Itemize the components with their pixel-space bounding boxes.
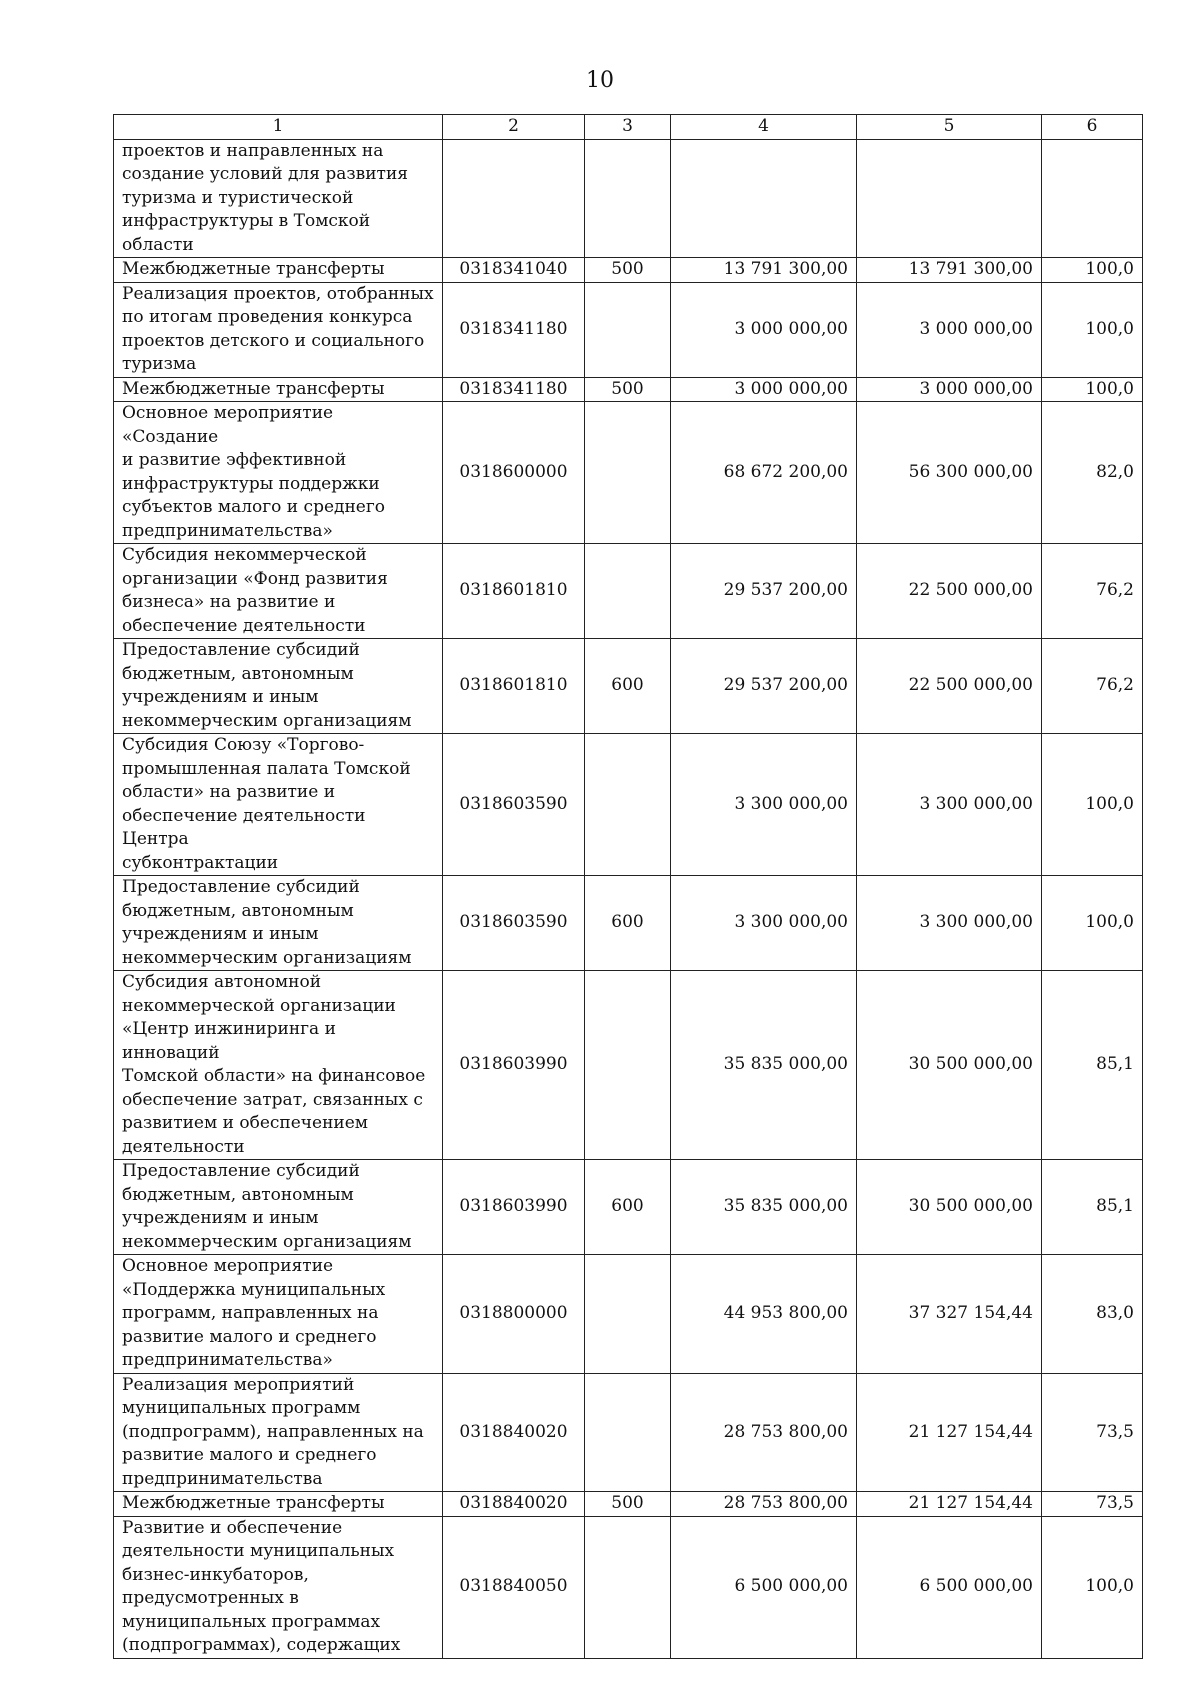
- cell-plan: [671, 139, 857, 258]
- cell-percent: 85,1: [1042, 971, 1143, 1160]
- description-line: субконтрактации: [122, 852, 279, 873]
- cell-description: [114, 876, 443, 971]
- cell-expense-type: 600: [585, 1160, 671, 1255]
- cell-code: 0318341180: [443, 377, 585, 402]
- description-line: Предоставление субсидий: [122, 877, 360, 897]
- column-header-6: 6: [1042, 115, 1143, 140]
- cell-percent: 100,0: [1042, 876, 1143, 971]
- table-row: [114, 258, 1143, 283]
- description-line: учреждениям и иным: [122, 924, 319, 944]
- table-body: [114, 139, 1143, 1658]
- description-line: некоммерческим организациям: [122, 710, 412, 731]
- cell-expense-type: 500: [585, 377, 671, 402]
- cell-percent: 76,2: [1042, 544, 1143, 639]
- cell-code: 0318840020: [443, 1492, 585, 1517]
- budget-table: [113, 114, 1143, 1659]
- cell-expense-type: 600: [585, 639, 671, 734]
- cell-fact: 21 127 154,44: [857, 1373, 1042, 1492]
- description-line: деятельности муниципальных: [122, 1541, 395, 1561]
- description-line: учреждениям и иным: [122, 1208, 319, 1228]
- cell-plan: 6 500 000,00: [671, 1516, 857, 1658]
- cell-expense-type: [585, 544, 671, 639]
- description-line: инфраструктуры поддержки: [122, 473, 380, 494]
- description-line: обеспечение деятельности: [122, 615, 366, 636]
- cell-percent: 100,0: [1042, 1516, 1143, 1658]
- cell-plan: 3 000 000,00: [671, 282, 857, 377]
- table-row: [114, 377, 1143, 402]
- description-line: развитие малого и среднего: [122, 1445, 377, 1465]
- description-line: Основное мероприятие «Создание: [122, 403, 334, 447]
- cell-description: [114, 402, 443, 544]
- description-line: муниципальных программах: [122, 1611, 381, 1632]
- table-row: [114, 1373, 1143, 1492]
- table-row: [114, 876, 1143, 971]
- cell-code: 0318603990: [443, 1160, 585, 1255]
- cell-plan: 3 300 000,00: [671, 876, 857, 971]
- description-line: Межбюджетные трансферты: [122, 1493, 385, 1513]
- cell-plan: 68 672 200,00: [671, 402, 857, 544]
- cell-description: [114, 1516, 443, 1658]
- description-line: проектов и направленных на: [122, 140, 384, 161]
- description-line: бюджетным, автономным: [122, 1184, 354, 1205]
- description-line: обеспечение деятельности Центра: [122, 805, 366, 849]
- cell-fact: [857, 139, 1042, 258]
- cell-description: [114, 139, 443, 258]
- description-line: области: [122, 234, 194, 255]
- cell-plan: 28 753 800,00: [671, 1492, 857, 1517]
- description-line: по итогам проведения конкурса: [122, 307, 413, 327]
- cell-code: 0318601810: [443, 639, 585, 734]
- cell-fact: 22 500 000,00: [857, 639, 1042, 734]
- description-line: программ, направленных на: [122, 1303, 379, 1323]
- description-line: области» на развитие и: [122, 782, 336, 802]
- cell-expense-type: [585, 282, 671, 377]
- description-line: организации «Фонд развития: [122, 568, 388, 589]
- cell-fact: 30 500 000,00: [857, 971, 1042, 1160]
- cell-fact: 21 127 154,44: [857, 1492, 1042, 1517]
- description-line: Томской области» на финансовое: [122, 1066, 426, 1086]
- description-line: учреждениям и иным: [122, 687, 319, 707]
- description-line: Субсидия Союзу «Торгово-: [122, 735, 365, 755]
- cell-percent: 76,2: [1042, 639, 1143, 734]
- cell-description: [114, 1373, 443, 1492]
- description-line: предпринимательства: [122, 1468, 323, 1489]
- table-row: [114, 282, 1143, 377]
- cell-plan: 13 791 300,00: [671, 258, 857, 283]
- description-line: обеспечение затрат, связанных с: [122, 1089, 423, 1110]
- description-line: (подпрограммах), содержащих: [122, 1635, 401, 1655]
- cell-percent: 82,0: [1042, 402, 1143, 544]
- table-row: [114, 1492, 1143, 1517]
- description-line: создание условий для развития: [122, 164, 408, 184]
- cell-expense-type: [585, 971, 671, 1160]
- cell-description: [114, 282, 443, 377]
- cell-fact: 56 300 000,00: [857, 402, 1042, 544]
- cell-fact: 37 327 154,44: [857, 1255, 1042, 1374]
- cell-plan: 29 537 200,00: [671, 639, 857, 734]
- description-line: некоммерческой организации: [122, 995, 396, 1016]
- description-line: (подпрограмм), направленных на: [122, 1421, 424, 1442]
- cell-code: 0318341040: [443, 258, 585, 283]
- description-line: Реализация мероприятий: [122, 1374, 355, 1395]
- table-row: [114, 402, 1143, 544]
- cell-percent: 100,0: [1042, 282, 1143, 377]
- cell-expense-type: [585, 402, 671, 544]
- cell-code: 0318840020: [443, 1373, 585, 1492]
- cell-expense-type: [585, 139, 671, 258]
- cell-percent: 100,0: [1042, 377, 1143, 402]
- description-line: Предоставление субсидий: [122, 640, 360, 660]
- cell-fact: 3 000 000,00: [857, 377, 1042, 402]
- cell-code: 0318601810: [443, 544, 585, 639]
- cell-description: [114, 377, 443, 402]
- cell-description: [114, 258, 443, 283]
- column-header-1: 1: [114, 115, 443, 140]
- cell-percent: 85,1: [1042, 1160, 1143, 1255]
- cell-code: 0318603590: [443, 734, 585, 876]
- cell-percent: 73,5: [1042, 1373, 1143, 1492]
- table-row: [114, 639, 1143, 734]
- cell-expense-type: 600: [585, 876, 671, 971]
- description-line: бюджетным, автономным: [122, 663, 354, 684]
- table-row: [114, 1516, 1143, 1658]
- cell-code: 0318600000: [443, 402, 585, 544]
- table-row: [114, 1255, 1143, 1374]
- cell-code: [443, 139, 585, 258]
- cell-code: 0318840050: [443, 1516, 585, 1658]
- cell-description: [114, 734, 443, 876]
- cell-description: [114, 639, 443, 734]
- description-line: проектов детского и социального: [122, 330, 425, 351]
- cell-description: [114, 1255, 443, 1374]
- description-line: Предоставление субсидий: [122, 1161, 360, 1181]
- description-line: бизнес-инкубаторов,: [122, 1564, 309, 1585]
- description-line: муниципальных программ: [122, 1398, 361, 1418]
- table-row: [114, 139, 1143, 258]
- cell-code: 0318603590: [443, 876, 585, 971]
- cell-fact: 3 300 000,00: [857, 734, 1042, 876]
- cell-plan: 3 300 000,00: [671, 734, 857, 876]
- description-line: субъектов малого и среднего: [122, 497, 386, 517]
- cell-expense-type: [585, 734, 671, 876]
- description-line: «Поддержка муниципальных: [122, 1279, 386, 1300]
- cell-description: [114, 1160, 443, 1255]
- cell-fact: 3 300 000,00: [857, 876, 1042, 971]
- cell-expense-type: 500: [585, 258, 671, 283]
- description-line: инфраструктуры в Томской: [122, 211, 371, 231]
- description-line: некоммерческим организациям: [122, 947, 412, 968]
- cell-description: [114, 544, 443, 639]
- cell-plan: 28 753 800,00: [671, 1373, 857, 1492]
- cell-plan: 35 835 000,00: [671, 1160, 857, 1255]
- cell-code: 0318800000: [443, 1255, 585, 1374]
- cell-expense-type: [585, 1373, 671, 1492]
- column-header-4: 4: [671, 115, 857, 140]
- description-line: развитие малого и среднего: [122, 1326, 377, 1347]
- description-line: некоммерческим организациям: [122, 1231, 412, 1252]
- description-line: Межбюджетные трансферты: [122, 378, 385, 399]
- table-row: [114, 544, 1143, 639]
- description-line: бизнеса» на развитие и: [122, 592, 336, 612]
- cell-fact: 6 500 000,00: [857, 1516, 1042, 1658]
- cell-fact: 3 000 000,00: [857, 282, 1042, 377]
- cell-plan: 44 953 800,00: [671, 1255, 857, 1374]
- description-line: Основное мероприятие: [122, 1256, 334, 1276]
- page-number: 10: [586, 68, 614, 93]
- description-line: Субсидия некоммерческой: [122, 545, 367, 565]
- table-row: [114, 734, 1143, 876]
- description-line: Межбюджетные трансферты: [122, 259, 385, 279]
- column-header-3: 3: [585, 115, 671, 140]
- cell-fact: 13 791 300,00: [857, 258, 1042, 283]
- cell-code: 0318603990: [443, 971, 585, 1160]
- table-row: [114, 971, 1143, 1160]
- column-header-2: 2: [443, 115, 585, 140]
- description-line: развитием и обеспечением: [122, 1113, 369, 1133]
- description-line: «Центр инжиниринга и инноваций: [122, 1019, 336, 1063]
- description-line: Реализация проектов, отобранных: [122, 283, 434, 304]
- cell-plan: 29 537 200,00: [671, 544, 857, 639]
- description-line: предусмотренных в: [122, 1588, 299, 1608]
- description-line: Развитие и обеспечение: [122, 1517, 343, 1538]
- description-line: туризма и туристической: [122, 187, 354, 208]
- cell-plan: 3 000 000,00: [671, 377, 857, 402]
- description-line: бюджетным, автономным: [122, 900, 354, 921]
- cell-plan: 35 835 000,00: [671, 971, 857, 1160]
- column-header-5: 5: [857, 115, 1042, 140]
- cell-percent: 100,0: [1042, 258, 1143, 283]
- cell-percent: [1042, 139, 1143, 258]
- description-line: деятельности: [122, 1136, 245, 1157]
- description-line: предпринимательства»: [122, 520, 333, 541]
- description-line: и развитие эффективной: [122, 450, 347, 470]
- description-line: предпринимательства»: [122, 1350, 333, 1370]
- cell-fact: 22 500 000,00: [857, 544, 1042, 639]
- cell-code: 0318341180: [443, 282, 585, 377]
- cell-percent: 83,0: [1042, 1255, 1143, 1374]
- cell-fact: 30 500 000,00: [857, 1160, 1042, 1255]
- description-line: туризма: [122, 354, 197, 374]
- description-line: промышленная палата Томской: [122, 758, 411, 779]
- cell-expense-type: 500: [585, 1492, 671, 1517]
- cell-description: [114, 1492, 443, 1517]
- cell-expense-type: [585, 1255, 671, 1374]
- header-row: [114, 115, 1143, 140]
- cell-description: [114, 971, 443, 1160]
- cell-percent: 100,0: [1042, 734, 1143, 876]
- table-row: [114, 1160, 1143, 1255]
- cell-percent: 73,5: [1042, 1492, 1143, 1517]
- cell-expense-type: [585, 1516, 671, 1658]
- description-line: Субсидия автономной: [122, 972, 322, 992]
